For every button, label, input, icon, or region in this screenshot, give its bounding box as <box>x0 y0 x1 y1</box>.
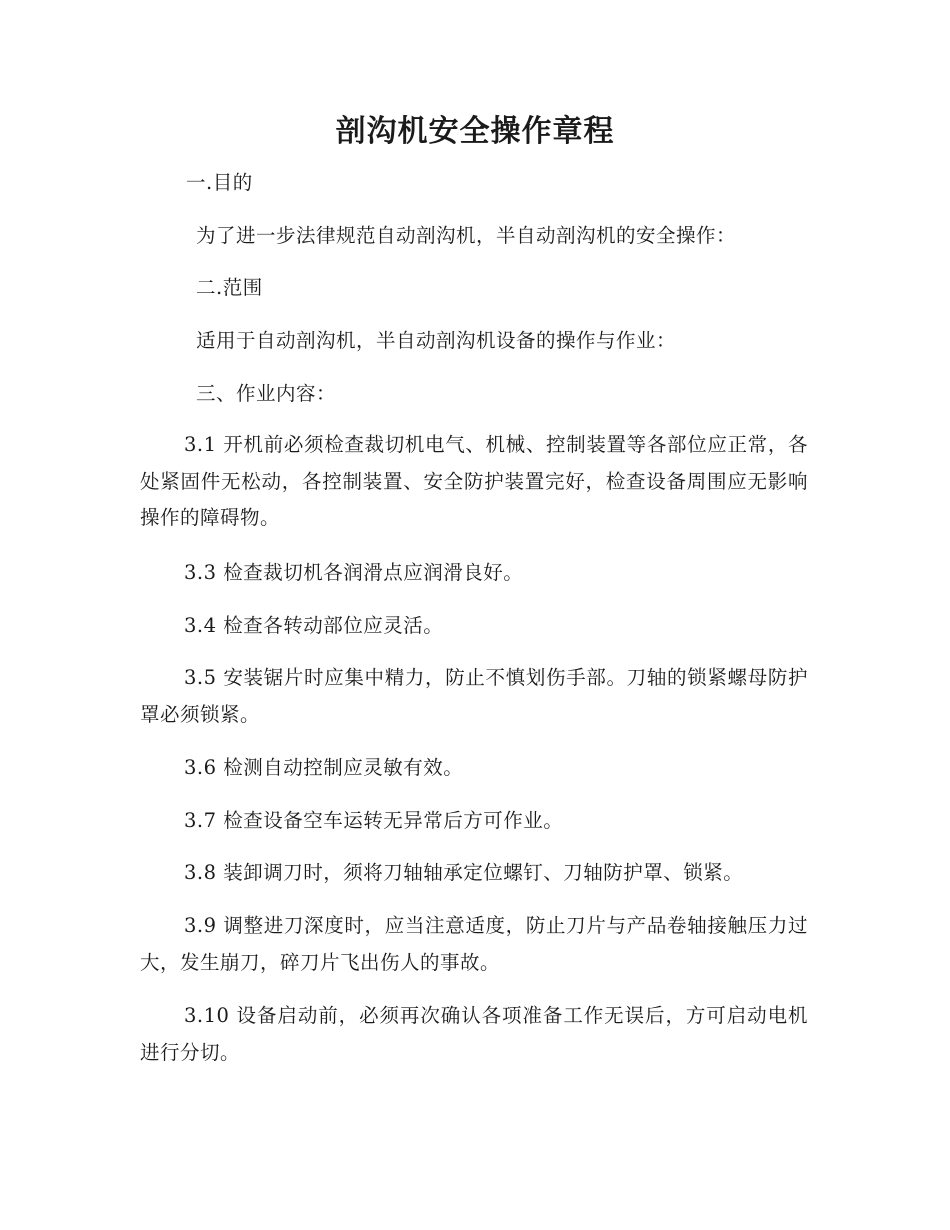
item-3-3: 3.3 检查裁切机各润滑点应润滑良好。 <box>184 561 524 584</box>
item-3-8: 3.8 装卸调刀时，须将刀轴轴承定位螺钉、刀轴防护罩、锁紧。 <box>184 861 744 884</box>
item-3-5: 3.5 安装锯片时应集中精力，防止不慎划伤手部。刀轴的锁紧螺母防护罩必须锁紧。 <box>140 666 808 726</box>
item-3-6: 3.6 检测自动控制应灵敏有效。 <box>184 756 464 779</box>
document-title: 剖沟机安全操作章程 <box>335 114 615 149</box>
purpose-text: 为了进一步法律规范自动剖沟机，半自动剖沟机的安全操作： <box>196 224 737 247</box>
item-3-10: 3.10 设备启动前，必须再次确认各项准备工作无误后，方可启动电机进行分切。 <box>140 1004 808 1064</box>
purpose-heading: 一.目的 <box>186 171 253 194</box>
item-3-1: 3.1 开机前必须检查裁切机电气、机械、控制装置等各部位应正常，各处紧固件无松动，各控制装置、安全防护装置完好，检查设备周围应无影响操作的障碍物。 <box>140 433 808 529</box>
item-3-7: 3.7 检查设备空车运转无异常后方可作业。 <box>184 809 564 832</box>
item-3-4: 3.4 检查各转动部位应灵活。 <box>184 614 444 637</box>
scope-heading: 二.范围 <box>196 276 263 299</box>
content-heading: 三、作业内容： <box>196 382 337 405</box>
item-3-9: 3.9 调整进刀深度时，应当注意适度，防止刀片与产品卷轴接触压力过大，发生崩刀，碎刀片飞出伤人的事故。 <box>140 914 808 974</box>
scope-text: 适用于自动剖沟机，半自动剖沟机设备的操作与作业： <box>196 329 677 352</box>
